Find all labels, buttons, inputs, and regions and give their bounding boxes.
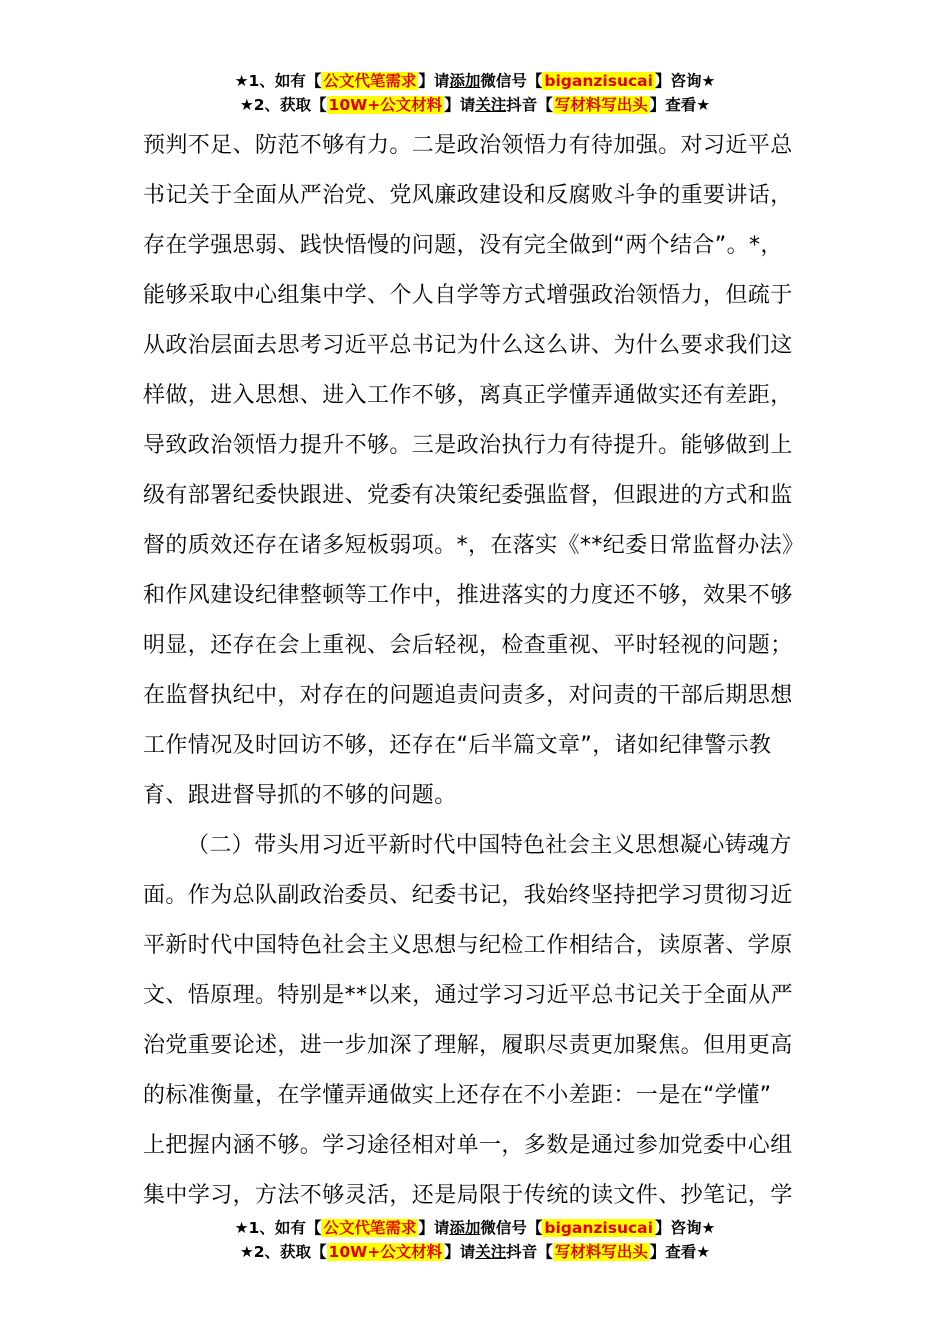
- notice-suffix: 】咨询★: [654, 1219, 716, 1237]
- notice-text-underlined: 添加: [449, 72, 481, 90]
- text-line: 预判不足、防范不够有力。二是政治领悟力有待加强。对习近平总: [143, 133, 793, 158]
- text-line: 督的质效还存在诸多短板弱项。*，在落实《**纪委日常监督办法》: [143, 533, 805, 558]
- text-line: 上把握内涵不够。学习途径相对单一，多数是通过参加党委中心组: [143, 1133, 793, 1158]
- text-line: 集中学习，方法不够灵活，还是局限于传统的读文件、抄笔记，学: [143, 1183, 793, 1208]
- text-line: 导致政治领悟力提升不够。三是政治执行力有待提升。能够做到上: [143, 433, 793, 458]
- text-line: 级有部署纪委快跟进、党委有决策纪委强监督，但跟进的方式和监: [143, 483, 793, 508]
- notice-suffix: 】查看★: [649, 96, 711, 114]
- notice-highlight: 10W+公文材料: [328, 96, 443, 114]
- notice-text: 抖音【: [506, 1243, 553, 1261]
- text-line: 和作风建设纪律整顿等工作中，推进落实的力度还不够，效果不够: [143, 583, 793, 608]
- notice-highlight: 10W+公文材料: [328, 1243, 443, 1261]
- header-notice-line-2: [0, 94, 950, 116]
- notice-text: 】请: [444, 1243, 476, 1261]
- text-line: 平新时代中国特色社会主义思想与纪检工作相结合，读原著、学原: [143, 933, 793, 958]
- text-line: 能够采取中心组集中学、个人自学等方式增强政治领悟力，但疏于: [143, 283, 793, 308]
- text-line: 样做，进入思想、进入工作不够，离真正学懂弄通做实还有差距，: [143, 383, 793, 408]
- notice-highlight: 写材料写出头: [554, 1243, 648, 1261]
- notice-text: 】请: [418, 72, 450, 90]
- text-line: 的标准衡量，在学懂弄通做实上还存在不小差距：一是在“学懂”: [143, 1083, 772, 1108]
- notice-highlight: 写材料写出头: [554, 96, 648, 114]
- notice-suffix: 】查看★: [649, 1243, 711, 1261]
- text-line: 在监督执纪中，对存在的问题追责问责多，对问责的干部后期思想: [143, 683, 793, 708]
- notice-text: 抖音【: [506, 96, 553, 114]
- text-line: 育、跟进督导抓的不够的问题。: [143, 783, 457, 808]
- header-notice-line-1: [0, 70, 950, 92]
- text-line: 面。作为总队副政治委员、纪委书记，我始终坚持把学习贯彻习近: [143, 883, 793, 908]
- footer-notice-line-2: [0, 1241, 950, 1263]
- notice-highlight: 公文代笔需求: [323, 72, 417, 90]
- notice-highlight: biganzisucai: [544, 1219, 653, 1237]
- notice-text-underlined: 添加: [449, 1219, 481, 1237]
- footer-notice-line-1: [0, 1217, 950, 1239]
- notice-suffix: 】咨询★: [654, 72, 716, 90]
- notice-text: 微信号【: [480, 1219, 543, 1237]
- notice-prefix: ★2、获取【: [239, 96, 327, 114]
- notice-prefix: ★2、获取【: [239, 1243, 327, 1261]
- text-line: 书记关于全面从严治党、党风廉政建设和反腐败斗争的重要讲话，: [143, 183, 793, 208]
- text-line: 治党重要论述，进一步加深了理解，履职尽责更加聚焦。但用更高: [143, 1033, 793, 1058]
- notice-text-underlined: 关注: [475, 1243, 507, 1261]
- document-body: [143, 121, 808, 1221]
- notice-text-underlined: 关注: [475, 96, 507, 114]
- text-line: 明显，还存在会上重视、会后轻视，检查重视、平时轻视的问题；: [143, 633, 793, 658]
- notice-text: 】请: [418, 1219, 450, 1237]
- text-line: 文、悟原理。特别是**以来，通过学习习近平总书记关于全面从严: [143, 983, 794, 1008]
- notice-prefix: ★1、如有【: [234, 72, 322, 90]
- text-line: 从政治层面去思考习近平总书记为什么这么讲、为什么要求我们这: [143, 333, 793, 358]
- notice-prefix: ★1、如有【: [234, 1219, 322, 1237]
- notice-highlight: biganzisucai: [544, 72, 653, 90]
- notice-text: 】请: [444, 96, 476, 114]
- notice-highlight: 公文代笔需求: [323, 1219, 417, 1237]
- section-heading-line: （二）带头用习近平新时代中国特色社会主义思想凝心铸魂方: [187, 833, 792, 858]
- notice-text: 微信号【: [480, 72, 543, 90]
- text-line: 存在学强思弱、践快悟慢的问题，没有完全做到“两个结合”。*，: [143, 233, 783, 258]
- text-line: 工作情况及时回访不够，还存在“后半篇文章”，诸如纪律警示教: [143, 733, 772, 758]
